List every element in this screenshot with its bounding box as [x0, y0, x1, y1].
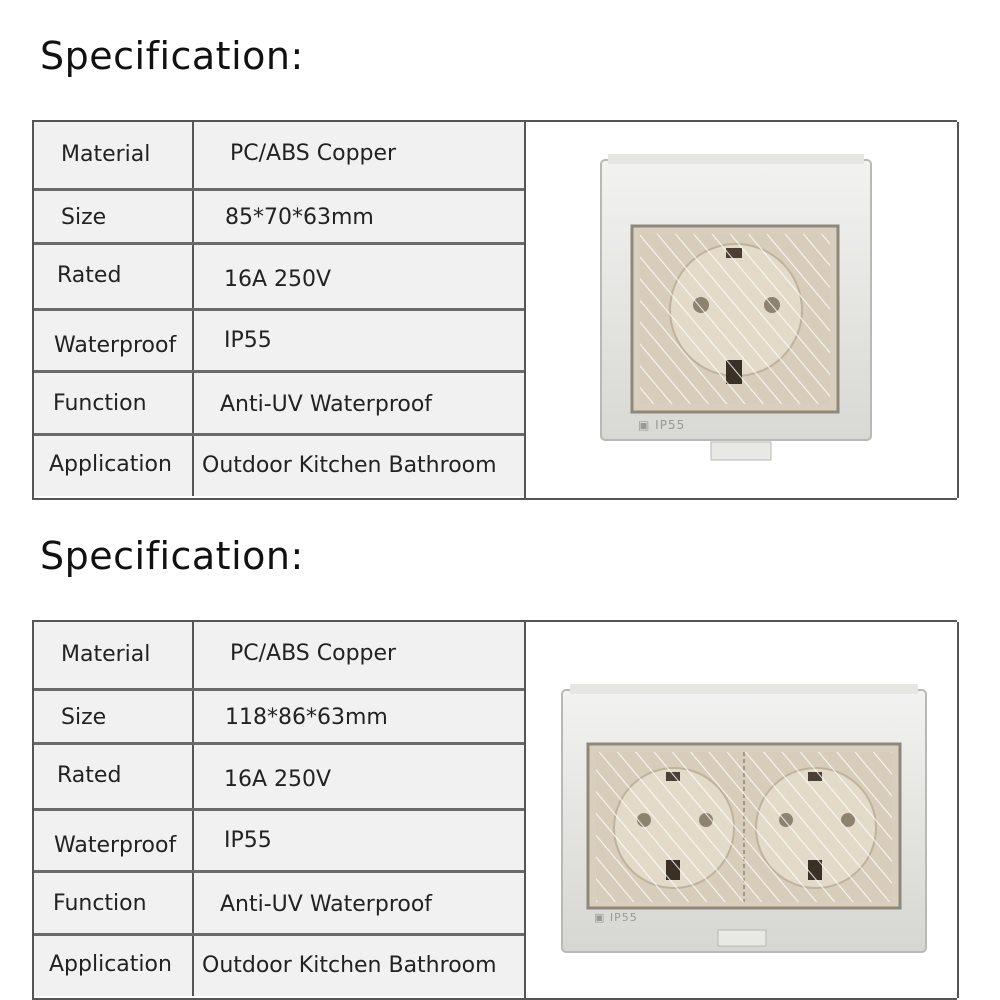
svg-text:▣ IP55: ▣ IP55 — [638, 418, 686, 432]
row-value: IP55 — [224, 828, 272, 853]
row-label: Rated — [57, 263, 122, 288]
single-socket-image — [526, 122, 957, 498]
row-label: Material — [61, 142, 151, 167]
row-value: Anti-UV Waterproof — [220, 892, 433, 917]
spec-block — [32, 620, 957, 1000]
table-row — [34, 691, 526, 742]
row-label: Waterproof — [54, 333, 177, 358]
row-value: 16A 250V — [224, 267, 332, 292]
row-value: PC/ABS Copper — [230, 141, 397, 166]
row-value: Anti-UV Waterproof — [220, 392, 433, 417]
spec-table — [32, 622, 526, 998]
row-value: 85*70*63mm — [225, 205, 374, 230]
table-row — [34, 373, 526, 433]
table-row — [34, 622, 526, 688]
product-image-cell — [524, 622, 959, 998]
table-row — [34, 436, 526, 496]
svg-text:▣ IP55: ▣ IP55 — [594, 911, 638, 924]
section-title: Specification: — [40, 34, 304, 78]
table-row — [34, 245, 526, 308]
spec-block — [32, 120, 957, 500]
row-label: Size — [61, 705, 107, 730]
table-row — [34, 811, 526, 870]
row-value: 118*86*63mm — [225, 705, 388, 730]
row-value: Outdoor Kitchen Bathroom — [202, 453, 497, 478]
row-label: Rated — [57, 763, 122, 788]
row-label: Function — [53, 391, 147, 416]
table-row — [34, 311, 526, 370]
row-label: Function — [53, 891, 147, 916]
section-title: Specification: — [40, 534, 304, 578]
table-row — [34, 873, 526, 933]
product-image-cell — [524, 122, 959, 498]
row-value: Outdoor Kitchen Bathroom — [202, 953, 497, 978]
row-label: Size — [61, 205, 107, 230]
table-row — [34, 191, 526, 242]
table-row — [34, 122, 526, 188]
row-label: Application — [49, 952, 172, 977]
row-label: Waterproof — [54, 833, 177, 858]
row-value: PC/ABS Copper — [230, 641, 397, 666]
double-socket-image — [526, 622, 957, 998]
row-value: IP55 — [224, 328, 272, 353]
row-value: 16A 250V — [224, 767, 332, 792]
table-row — [34, 745, 526, 808]
table-row — [34, 936, 526, 996]
row-label: Application — [49, 452, 172, 477]
row-label: Material — [61, 642, 151, 667]
spec-table — [32, 122, 526, 498]
